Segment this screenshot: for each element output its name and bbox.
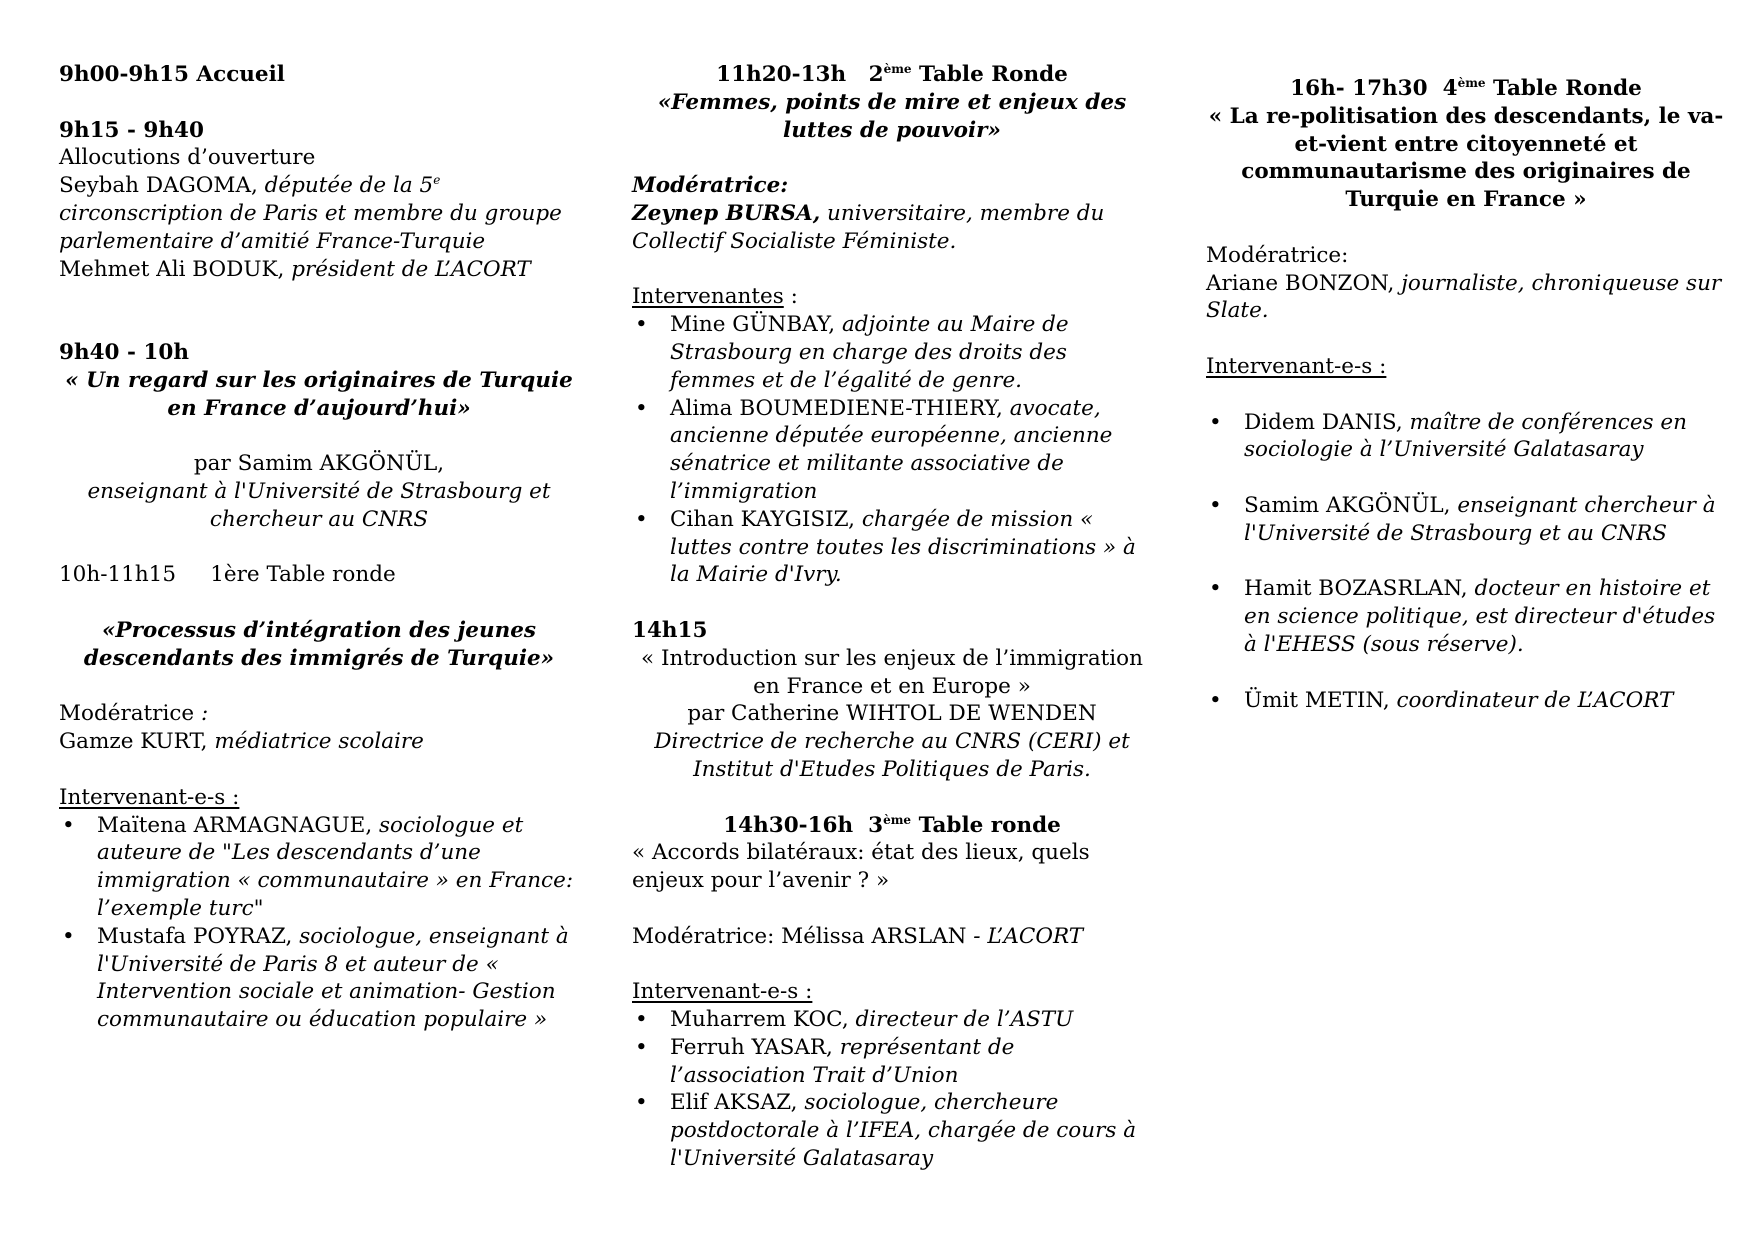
- speaker-name: Elif AKSAZ,: [670, 1090, 798, 1116]
- session-ordinal: 2: [868, 62, 884, 87]
- table1-moderator-label: Modératrice :: [59, 701, 209, 727]
- speaker-name: Didem DANIS,: [1244, 409, 1403, 435]
- session-ordinal: 3: [868, 812, 884, 838]
- program-column-3: [1206, 61, 1726, 742]
- speaker-role: maître de conférences en sociologie à l’Université Galatasaray: [1244, 409, 1687, 463]
- speaker-name: Mine GÜNBAY,: [670, 312, 836, 338]
- opening-time: 9h15 - 9h40: [59, 117, 204, 143]
- speaker-role: chargée de mission « luttes contre toutes les discriminations » à la Mairie d'Ivry.: [670, 506, 1136, 588]
- list-item: [59, 923, 579, 1034]
- speaker-name: Samim AKGÖNÜL,: [1244, 492, 1451, 518]
- speaker-name: Hamit BOZASRLAN,: [1244, 576, 1468, 602]
- table4-moderator: [1206, 270, 1726, 326]
- bullet-icon: •: [1209, 409, 1222, 435]
- bullet-icon: •: [1209, 576, 1222, 602]
- table2-moderator: [632, 200, 1152, 256]
- bullet-icon: •: [635, 312, 648, 338]
- ordinal-sup: ème: [883, 62, 912, 76]
- speaker-role: coordinateur de L’ACORT: [1396, 687, 1674, 713]
- speaker-name: Ariane BONZON,: [1206, 270, 1395, 296]
- opening-speaker-1: [59, 172, 579, 255]
- session-ordinal: 4: [1442, 76, 1458, 101]
- speaker-role: députée de la 5: [264, 173, 434, 199]
- regard-speaker: par Samim AKGÖNÜL,: [193, 451, 445, 477]
- session-time: 11h20-13h: [716, 62, 847, 87]
- list-item: [632, 311, 1152, 394]
- speaker-name: Maïtena ARMAGNAGUE,: [97, 812, 373, 838]
- regard-speaker-role: enseignant à l'Université de Strasbourg et chercheur au CNRS: [87, 478, 551, 532]
- table2-heading: [632, 61, 1152, 89]
- list-item: [632, 1034, 1152, 1090]
- list-item: [1206, 492, 1726, 548]
- session-time: 10h-11h15: [59, 562, 177, 588]
- session-time: 16h- 17h30: [1290, 76, 1428, 101]
- session-label: 1ère Table ronde: [210, 562, 396, 588]
- table3-speakers-label: Intervenant-e-s :: [632, 979, 813, 1005]
- bullet-icon: •: [1209, 687, 1222, 713]
- speaker-role: universitaire, membre du Collectif Socialiste Féministe.: [632, 200, 1105, 254]
- speaker-name: Alima BOUMEDIENE-THIERY,: [670, 395, 1003, 421]
- table3-heading: [632, 812, 1152, 840]
- speaker-name: Ümit METIN,: [1244, 687, 1390, 713]
- welcome-slot: 9h00-9h15 Accueil: [59, 62, 285, 87]
- speaker-role: représentant de l’association Trait d’Union: [670, 1034, 1015, 1088]
- intro-title: « Introduction sur les enjeux de l’immigration en France et en Europe »: [641, 645, 1143, 699]
- bullet-icon: •: [635, 1090, 648, 1116]
- table1-title: «Processus d’intégration des jeunes descendants des immigrés de Turquie»: [83, 617, 555, 671]
- list-item: [632, 1006, 1152, 1034]
- speaker-role: directeur de l’ASTU: [855, 1007, 1074, 1033]
- ordinal-sup: e: [433, 173, 441, 188]
- table4-speakers-label: Intervenant-e-s :: [1206, 353, 1387, 379]
- bullet-icon: •: [635, 506, 648, 532]
- bullet-icon: •: [635, 1034, 648, 1060]
- speaker-name: Muharrem KOC,: [670, 1007, 849, 1033]
- opening-title: Allocutions d’ouverture: [59, 145, 316, 171]
- table2-title: «Femmes, points de mire et enjeux des luttes de pouvoir»: [657, 89, 1127, 143]
- program-column-1: [59, 61, 579, 1034]
- table4-speaker-list: [1206, 409, 1726, 715]
- bullet-icon: •: [635, 1007, 648, 1033]
- table2-speaker-list: [632, 311, 1152, 589]
- speaker-name: Mustafa POYRAZ,: [97, 923, 293, 949]
- table1-heading: [59, 561, 579, 589]
- speaker-name: Zeynep BURSA,: [632, 200, 821, 226]
- table3-title: « Accords bilatéraux: état des lieux, quels enjeux pour l’avenir ? »: [632, 840, 1090, 894]
- bullet-icon: •: [62, 923, 75, 949]
- bullet-icon: •: [635, 395, 648, 421]
- speaker-role: sociologue, enseignant à l'Université de Paris 8 et auteur de « Intervention sociale et animation- Gestion communautaire ou éducation populaire »: [97, 923, 569, 1033]
- opening-speaker-2: [59, 256, 579, 284]
- speaker-role: président de L’ACORT: [291, 256, 531, 282]
- list-item: [59, 812, 579, 923]
- session-time: 14h30-16h: [723, 812, 854, 838]
- list-item: [632, 506, 1152, 589]
- speaker-name: Cihan KAYGISIZ,: [670, 506, 855, 532]
- speaker-role: docteur en histoire et en science politique, est directeur d'études à l'EHESS (sous réserve).: [1244, 576, 1716, 657]
- intro-speaker-role: Directrice de recherche au CNRS (CERI) et Institut d'Etudes Politiques de Paris.: [654, 729, 1130, 782]
- table2-speakers-label: Intervenantes :: [632, 284, 798, 310]
- table2-moderator-label: Modératrice:: [632, 173, 789, 199]
- speaker-role: avocate, ancienne députée européenne, ancienne sénatrice et militante associative de l’immigration: [670, 395, 1113, 504]
- table4-moderator-label: Modératrice:: [1206, 242, 1349, 268]
- table3-speaker-list: [632, 1006, 1152, 1173]
- program-column-2: [632, 61, 1152, 1173]
- speaker-name: Seybah DAGOMA,: [59, 173, 258, 199]
- regard-time: 9h40 - 10h: [59, 339, 189, 365]
- speaker-role: journaliste, chroniqueuse sur Slate.: [1206, 270, 1722, 324]
- table4-title: « La re-politisation des descendants, le va-et-vient entre citoyenneté et communautarisme des originaires de Turquie en France »: [1208, 103, 1724, 213]
- list-item: [1206, 409, 1726, 465]
- table1-speaker-list: [59, 812, 579, 1034]
- speaker-role: circonscription de Paris et membre du groupe parlementaire d’amitié France-Turquie: [59, 200, 562, 254]
- table4-heading: [1206, 75, 1726, 103]
- ordinal-sup: ème: [883, 812, 912, 827]
- regard-title: « Un regard sur les originaires de Turquie en France d’aujourd’hui»: [65, 367, 573, 421]
- speaker-role: adjointe au Maire de Strasbourg en charge des droits des femmes et de l’égalité de genre.: [670, 312, 1069, 393]
- speaker-name: Gamze KURT,: [59, 729, 208, 755]
- bullet-icon: •: [62, 812, 75, 838]
- speaker-role: enseignant chercheur à l'Université de Strasbourg et au CNRS: [1244, 492, 1716, 546]
- moderator-role: - L’ACORT: [973, 923, 1084, 949]
- speaker-name: Mehmet Ali BODUK,: [59, 256, 285, 282]
- bullet-icon: •: [1209, 492, 1222, 518]
- table1-speakers-label: Intervenant-e-s :: [59, 784, 240, 810]
- moderator-label: Modératrice: Mélissa ARSLAN: [632, 923, 967, 949]
- speaker-role: sociologue et auteure de "Les descendants d’une immigration « communautaire » en France: l’exemple turc": [97, 812, 574, 921]
- ordinal-sup: ème: [1457, 76, 1486, 90]
- session-label: Table ronde: [918, 812, 1061, 838]
- list-item: [632, 1089, 1152, 1172]
- intro-time: 14h15: [632, 617, 708, 643]
- intro-speaker: par Catherine WIHTOL DE WENDEN: [687, 701, 1097, 727]
- speaker-name: Ferruh YASAR,: [670, 1034, 833, 1060]
- session-label: Table Ronde: [1493, 76, 1642, 101]
- list-item: [1206, 687, 1726, 715]
- list-item: [632, 395, 1152, 506]
- speaker-role: médiatrice scolaire: [214, 729, 424, 755]
- table3-moderator: [632, 923, 1152, 951]
- session-label: Table Ronde: [919, 62, 1068, 87]
- speaker-role: sociologue, chercheure postdoctorale à l’IFEA, chargée de cours à l'Université Galatasaray: [670, 1090, 1137, 1172]
- list-item: [1206, 575, 1726, 658]
- table1-moderator: [59, 728, 579, 756]
